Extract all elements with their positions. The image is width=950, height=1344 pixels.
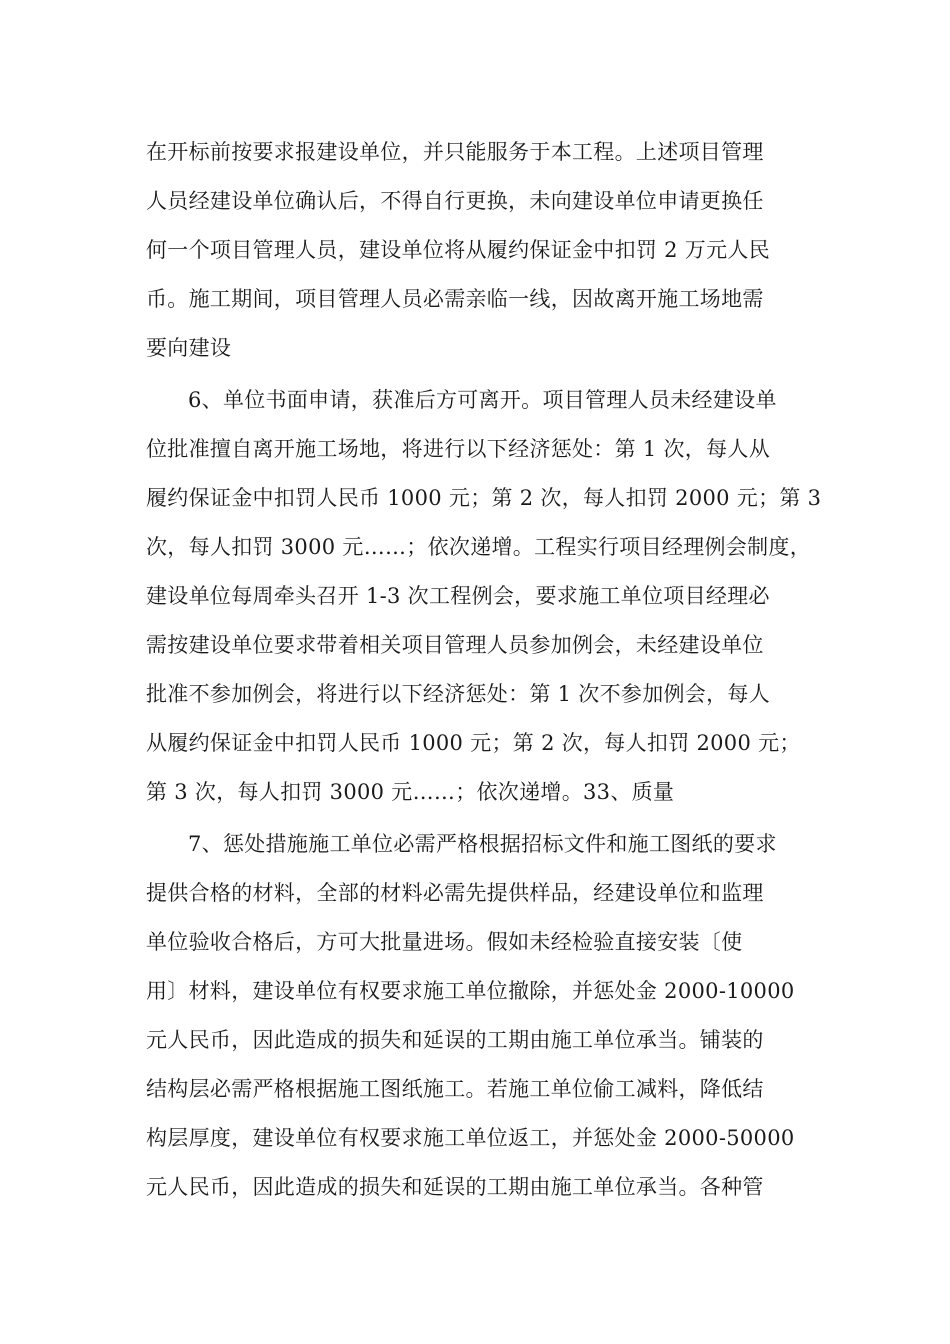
paragraph-line: 需按建设单位要求带着相关项目管理人员参加例会，未经建设单位: [146, 633, 764, 657]
paragraph-line: 在开标前按要求报建设单位，并只能服务于本工程。上述项目管理: [146, 140, 764, 164]
paragraph-line: 7、惩处措施施工单位必需严格根据招标文件和施工图纸的要求: [188, 832, 777, 856]
paragraph-line: 元人民币，因此造成的损失和延误的工期由施工单位承当。铺装的: [146, 1028, 764, 1052]
paragraph-line: 建设单位每周牵头召开 1-3 次工程例会，要求施工单位项目经理必: [146, 584, 770, 608]
paragraph-line: 提供合格的材料，全部的材料必需先提供样品，经建设单位和监理: [146, 881, 764, 905]
paragraph-line: 履约保证金中扣罚人民币 1000 元；第 2 次，每人扣罚 2000 元；第 3: [146, 486, 822, 510]
paragraph-line: 批准不参加例会，将进行以下经济惩处：第 1 次不参加例会，每人: [146, 682, 771, 706]
paragraph-line: 从履约保证金中扣罚人民币 1000 元；第 2 次，每人扣罚 2000 元；: [146, 731, 801, 755]
paragraph-line: 6、单位书面申请，获准后方可离开。项目管理人员未经建设单: [188, 388, 777, 412]
paragraph-line: 位批准擅自离开施工场地，将进行以下经济惩处：第 1 次，每人从: [146, 437, 771, 461]
paragraph-line: 结构层必需严格根据施工图纸施工。若施工单位偷工减料，降低结: [146, 1077, 764, 1101]
paragraph-line: 构层厚度，建设单位有权要求施工单位返工，并惩处金 2000-50000: [146, 1126, 795, 1150]
paragraph-line: 元人民币，因此造成的损失和延误的工期由施工单位承当。各种管: [146, 1175, 764, 1199]
paragraph-line: 要向建设: [146, 336, 232, 360]
paragraph-line: 人员经建设单位确认后，不得自行更换，未向建设单位申请更换任: [146, 189, 764, 213]
paragraph-line: 用〕材料，建设单位有权要求施工单位撤除，并惩处金 2000-10000: [146, 979, 795, 1003]
paragraph-line: 次，每人扣罚 3000 元……；依次递增。工程实行项目经理例会制度，: [146, 535, 811, 559]
paragraph-line: 币。施工期间，项目管理人员必需亲临一线，因故离开施工场地需: [146, 287, 764, 311]
paragraph-line: 何一个项目管理人员，建设单位将从履约保证金中扣罚 2 万元人民: [146, 238, 771, 262]
paragraph-line: 单位验收合格后，方可大批量进场。假如未经检验直接安装〔使: [146, 930, 743, 954]
paragraph-line: 第 3 次，每人扣罚 3000 元……；依次递增。33、质量: [146, 780, 675, 804]
